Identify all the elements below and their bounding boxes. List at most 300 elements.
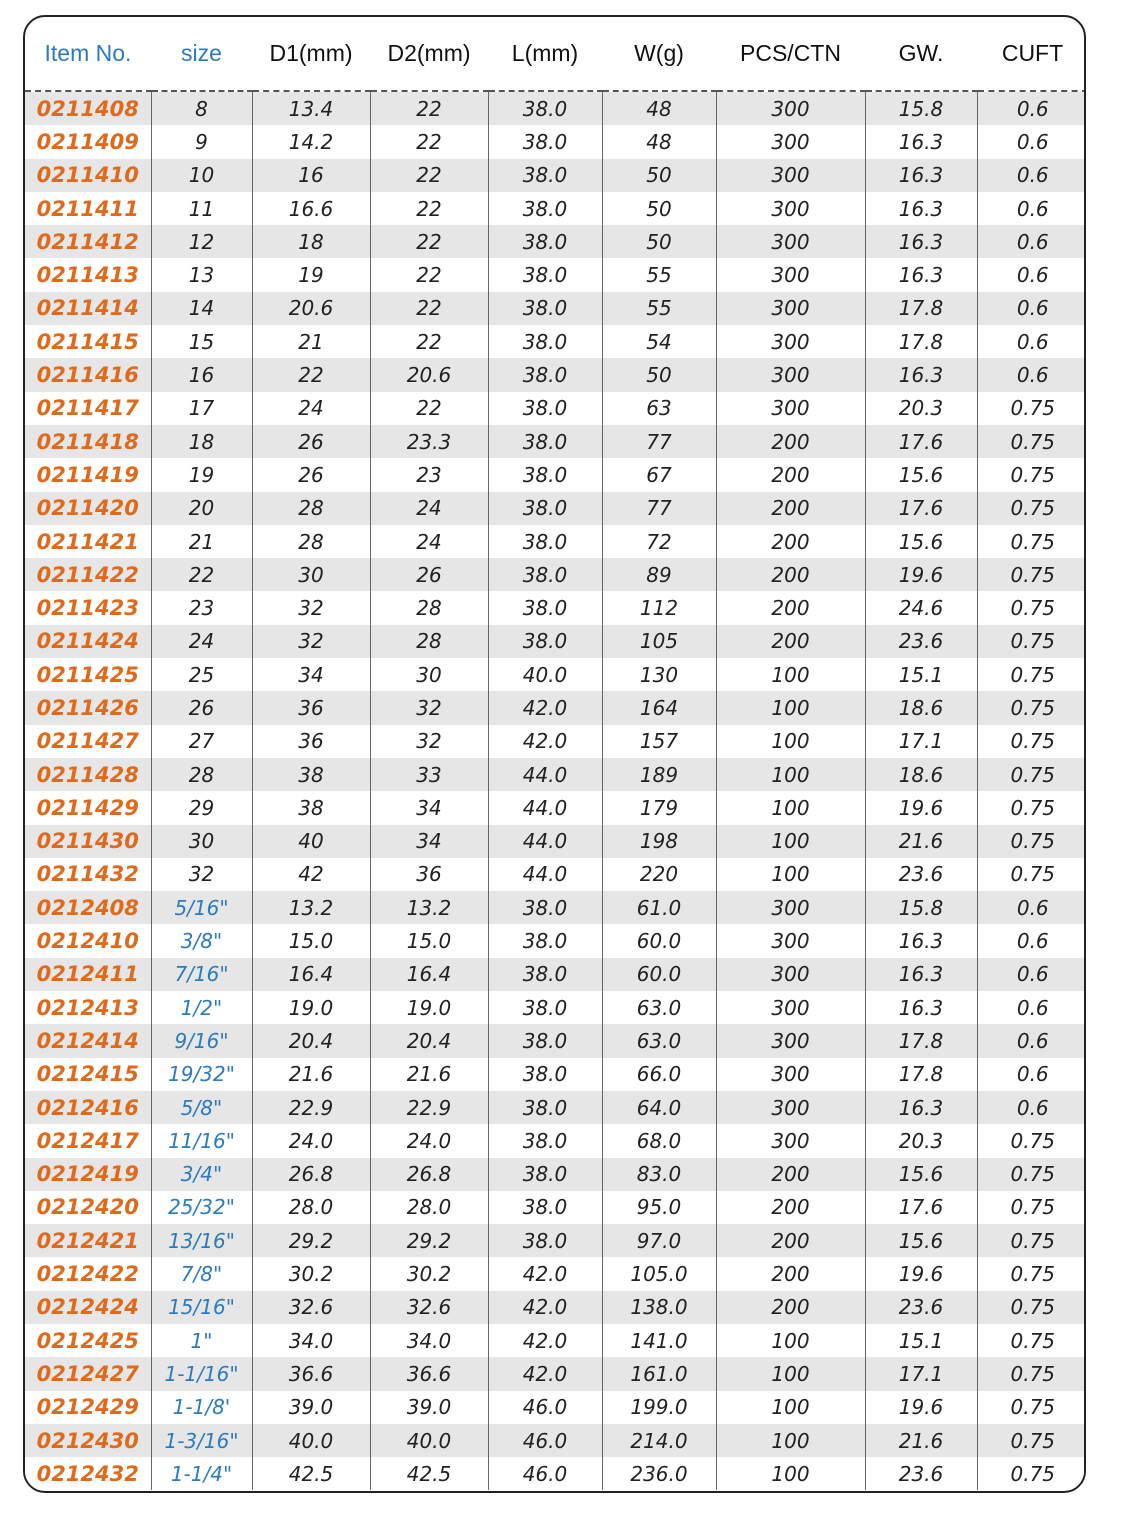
cell-cuft: 0.75	[977, 691, 1086, 724]
table-row	[25, 791, 1086, 824]
cell-weight: 105	[602, 625, 716, 658]
cell-weight: 97.0	[602, 1224, 716, 1257]
cell-d1: 22.9	[252, 1091, 370, 1124]
table-row	[25, 958, 1086, 991]
cell-item-no: 0211419	[25, 458, 151, 491]
cell-item-no: 0211418	[25, 425, 151, 458]
cell-weight: 198	[602, 825, 716, 858]
cell-gw: 19.6	[865, 791, 977, 824]
cell-d2: 34	[370, 825, 488, 858]
cell-pcs-ctn: 100	[716, 1424, 865, 1457]
cell-d1: 40	[252, 825, 370, 858]
cell-d2: 22	[370, 159, 488, 192]
cell-d2: 22	[370, 192, 488, 225]
cell-d2: 30	[370, 658, 488, 691]
cell-length: 46.0	[488, 1424, 602, 1457]
cell-length: 44.0	[488, 858, 602, 891]
cell-size: 1-1/16"	[151, 1357, 252, 1390]
cell-weight: 55	[602, 292, 716, 325]
cell-gw: 17.1	[865, 1357, 977, 1390]
cell-pcs-ctn: 300	[716, 192, 865, 225]
cell-length: 38.0	[488, 492, 602, 525]
cell-pcs-ctn: 300	[716, 258, 865, 291]
cell-item-no: 0211422	[25, 558, 151, 591]
cell-item-no: 0211427	[25, 725, 151, 758]
cell-d1: 16.6	[252, 192, 370, 225]
cell-gw: 16.3	[865, 358, 977, 391]
table-row	[25, 1357, 1086, 1390]
cell-cuft: 0.6	[977, 891, 1086, 924]
cell-size: 18	[151, 425, 252, 458]
cell-pcs-ctn: 100	[716, 825, 865, 858]
table-row	[25, 525, 1086, 558]
cell-length: 38.0	[488, 425, 602, 458]
table-row	[25, 825, 1086, 858]
cell-item-no: 0211428	[25, 758, 151, 791]
table-row	[25, 1224, 1086, 1257]
cell-weight: 105.0	[602, 1257, 716, 1290]
cell-weight: 64.0	[602, 1091, 716, 1124]
cell-cuft: 0.75	[977, 1324, 1086, 1357]
cell-d1: 32	[252, 625, 370, 658]
table-row	[25, 1257, 1086, 1290]
cell-d2: 22	[370, 125, 488, 158]
cell-gw: 21.6	[865, 825, 977, 858]
cell-weight: 63.0	[602, 1024, 716, 1057]
cell-d1: 18	[252, 225, 370, 258]
cell-d2: 42.5	[370, 1457, 488, 1490]
cell-gw: 18.6	[865, 691, 977, 724]
cell-cuft: 0.75	[977, 492, 1086, 525]
cell-weight: 189	[602, 758, 716, 791]
cell-length: 38.0	[488, 125, 602, 158]
cell-pcs-ctn: 100	[716, 1391, 865, 1424]
cell-size: 20	[151, 492, 252, 525]
table-row	[25, 392, 1086, 425]
cell-gw: 23.6	[865, 1457, 977, 1490]
cell-d1: 13.4	[252, 91, 370, 125]
header-gw: GW.	[865, 17, 977, 91]
cell-pcs-ctn: 300	[716, 325, 865, 358]
cell-d2: 13.2	[370, 891, 488, 924]
cell-pcs-ctn: 100	[716, 1324, 865, 1357]
cell-weight: 130	[602, 658, 716, 691]
cell-d2: 40.0	[370, 1424, 488, 1457]
cell-item-no: 0211413	[25, 258, 151, 291]
header-pcs-ctn: PCS/CTN	[716, 17, 865, 91]
cell-pcs-ctn: 300	[716, 392, 865, 425]
cell-weight: 157	[602, 725, 716, 758]
table-row	[25, 691, 1086, 724]
cell-length: 38.0	[488, 258, 602, 291]
cell-cuft: 0.75	[977, 658, 1086, 691]
cell-d2: 16.4	[370, 958, 488, 991]
cell-size: 15/16"	[151, 1291, 252, 1324]
cell-pcs-ctn: 200	[716, 1257, 865, 1290]
cell-weight: 60.0	[602, 924, 716, 957]
cell-gw: 16.3	[865, 192, 977, 225]
cell-pcs-ctn: 300	[716, 91, 865, 125]
cell-d1: 15.0	[252, 924, 370, 957]
cell-d1: 29.2	[252, 1224, 370, 1257]
cell-length: 38.0	[488, 1158, 602, 1191]
table-row	[25, 325, 1086, 358]
cell-length: 38.0	[488, 891, 602, 924]
cell-cuft: 0.75	[977, 825, 1086, 858]
cell-item-no: 0211421	[25, 525, 151, 558]
cell-item-no: 0212430	[25, 1424, 151, 1457]
cell-d1: 36	[252, 691, 370, 724]
cell-gw: 17.8	[865, 1024, 977, 1057]
cell-length: 38.0	[488, 591, 602, 624]
cell-d1: 30	[252, 558, 370, 591]
cell-size: 13	[151, 258, 252, 291]
table-row	[25, 1191, 1086, 1224]
cell-weight: 48	[602, 91, 716, 125]
cell-pcs-ctn: 200	[716, 1191, 865, 1224]
cell-gw: 15.6	[865, 458, 977, 491]
cell-item-no: 0211416	[25, 358, 151, 391]
cell-item-no: 0212417	[25, 1124, 151, 1157]
table-row	[25, 358, 1086, 391]
cell-length: 38.0	[488, 159, 602, 192]
table-row	[25, 425, 1086, 458]
cell-size: 11	[151, 192, 252, 225]
cell-size: 5/16"	[151, 891, 252, 924]
cell-gw: 16.3	[865, 258, 977, 291]
cell-item-no: 0212408	[25, 891, 151, 924]
cell-length: 42.0	[488, 1324, 602, 1357]
cell-weight: 54	[602, 325, 716, 358]
cell-size: 11/16"	[151, 1124, 252, 1157]
header-d2: D2(mm)	[370, 17, 488, 91]
cell-d1: 26.8	[252, 1158, 370, 1191]
cell-cuft: 0.6	[977, 125, 1086, 158]
cell-item-no: 0212424	[25, 1291, 151, 1324]
cell-length: 38.0	[488, 991, 602, 1024]
cell-gw: 17.8	[865, 1058, 977, 1091]
cell-weight: 164	[602, 691, 716, 724]
cell-item-no: 0211412	[25, 225, 151, 258]
cell-d2: 26	[370, 558, 488, 591]
cell-gw: 15.6	[865, 1224, 977, 1257]
cell-cuft: 0.6	[977, 958, 1086, 991]
table-row	[25, 924, 1086, 957]
cell-weight: 83.0	[602, 1158, 716, 1191]
cell-cuft: 0.75	[977, 1424, 1086, 1457]
table-row	[25, 1457, 1086, 1490]
cell-size: 19	[151, 458, 252, 491]
cell-d1: 32.6	[252, 1291, 370, 1324]
cell-weight: 63.0	[602, 991, 716, 1024]
cell-d2: 32	[370, 691, 488, 724]
cell-length: 38.0	[488, 458, 602, 491]
cell-cuft: 0.75	[977, 791, 1086, 824]
cell-weight: 77	[602, 492, 716, 525]
cell-d1: 19.0	[252, 991, 370, 1024]
cell-gw: 19.6	[865, 1391, 977, 1424]
header-cuft: CUFT	[977, 17, 1086, 91]
cell-length: 44.0	[488, 791, 602, 824]
cell-size: 10	[151, 159, 252, 192]
cell-item-no: 0211425	[25, 658, 151, 691]
cell-length: 44.0	[488, 758, 602, 791]
cell-d2: 20.6	[370, 358, 488, 391]
cell-pcs-ctn: 200	[716, 1158, 865, 1191]
cell-cuft: 0.75	[977, 1158, 1086, 1191]
table-row	[25, 458, 1086, 491]
cell-weight: 161.0	[602, 1357, 716, 1390]
cell-weight: 77	[602, 425, 716, 458]
cell-d2: 36.6	[370, 1357, 488, 1390]
cell-d1: 38	[252, 791, 370, 824]
cell-gw: 15.1	[865, 1324, 977, 1357]
cell-item-no: 0211408	[25, 91, 151, 125]
cell-length: 46.0	[488, 1391, 602, 1424]
cell-d1: 34.0	[252, 1324, 370, 1357]
cell-size: 13/16"	[151, 1224, 252, 1257]
cell-d2: 28.0	[370, 1191, 488, 1224]
cell-d1: 32	[252, 591, 370, 624]
cell-length: 38.0	[488, 225, 602, 258]
cell-gw: 16.3	[865, 1091, 977, 1124]
cell-d2: 28	[370, 591, 488, 624]
cell-pcs-ctn: 300	[716, 358, 865, 391]
cell-gw: 15.6	[865, 1158, 977, 1191]
cell-pcs-ctn: 300	[716, 891, 865, 924]
cell-cuft: 0.6	[977, 1091, 1086, 1124]
cell-d1: 14.2	[252, 125, 370, 158]
cell-d1: 26	[252, 425, 370, 458]
cell-weight: 236.0	[602, 1457, 716, 1490]
cell-pcs-ctn: 200	[716, 558, 865, 591]
cell-pcs-ctn: 200	[716, 1224, 865, 1257]
cell-d1: 13.2	[252, 891, 370, 924]
cell-d2: 21.6	[370, 1058, 488, 1091]
table-row	[25, 1124, 1086, 1157]
cell-d2: 39.0	[370, 1391, 488, 1424]
cell-pcs-ctn: 100	[716, 791, 865, 824]
cell-weight: 60.0	[602, 958, 716, 991]
cell-size: 7/16"	[151, 958, 252, 991]
cell-item-no: 0212415	[25, 1058, 151, 1091]
cell-size: 15	[151, 325, 252, 358]
header-length: L(mm)	[488, 17, 602, 91]
table-row	[25, 225, 1086, 258]
cell-length: 38.0	[488, 625, 602, 658]
cell-weight: 141.0	[602, 1324, 716, 1357]
cell-item-no: 0211409	[25, 125, 151, 158]
table-row	[25, 91, 1086, 125]
cell-cuft: 0.75	[977, 1124, 1086, 1157]
cell-d1: 22	[252, 358, 370, 391]
cell-length: 38.0	[488, 392, 602, 425]
cell-item-no: 0211432	[25, 858, 151, 891]
table-row	[25, 1058, 1086, 1091]
cell-cuft: 0.75	[977, 1191, 1086, 1224]
cell-cuft: 0.6	[977, 192, 1086, 225]
table-row	[25, 658, 1086, 691]
cell-size: 23	[151, 591, 252, 624]
cell-length: 40.0	[488, 658, 602, 691]
cell-item-no: 0211414	[25, 292, 151, 325]
table-row	[25, 858, 1086, 891]
cell-d1: 21.6	[252, 1058, 370, 1091]
cell-pcs-ctn: 200	[716, 1291, 865, 1324]
cell-cuft: 0.6	[977, 225, 1086, 258]
cell-d2: 34.0	[370, 1324, 488, 1357]
cell-d2: 30.2	[370, 1257, 488, 1290]
cell-gw: 15.6	[865, 525, 977, 558]
cell-size: 22	[151, 558, 252, 591]
cell-size: 1/2"	[151, 991, 252, 1024]
cell-pcs-ctn: 300	[716, 958, 865, 991]
cell-gw: 23.6	[865, 858, 977, 891]
table-row	[25, 258, 1086, 291]
cell-length: 38.0	[488, 91, 602, 125]
cell-weight: 63	[602, 392, 716, 425]
cell-weight: 66.0	[602, 1058, 716, 1091]
cell-gw: 17.8	[865, 325, 977, 358]
header-d1: D1(mm)	[252, 17, 370, 91]
cell-item-no: 0212420	[25, 1191, 151, 1224]
cell-length: 38.0	[488, 924, 602, 957]
cell-pcs-ctn: 200	[716, 458, 865, 491]
cell-size: 9	[151, 125, 252, 158]
cell-d1: 36	[252, 725, 370, 758]
cell-length: 38.0	[488, 1024, 602, 1057]
cell-weight: 95.0	[602, 1191, 716, 1224]
cell-weight: 68.0	[602, 1124, 716, 1157]
cell-item-no: 0211429	[25, 791, 151, 824]
cell-cuft: 0.75	[977, 591, 1086, 624]
cell-size: 25	[151, 658, 252, 691]
cell-length: 38.0	[488, 958, 602, 991]
cell-size: 29	[151, 791, 252, 824]
cell-weight: 214.0	[602, 1424, 716, 1457]
cell-item-no: 0212411	[25, 958, 151, 991]
cell-d1: 20.6	[252, 292, 370, 325]
cell-d1: 24.0	[252, 1124, 370, 1157]
table-row	[25, 891, 1086, 924]
cell-pcs-ctn: 200	[716, 591, 865, 624]
cell-cuft: 0.75	[977, 525, 1086, 558]
cell-pcs-ctn: 300	[716, 1091, 865, 1124]
cell-cuft: 0.75	[977, 425, 1086, 458]
cell-gw: 19.6	[865, 1257, 977, 1290]
cell-pcs-ctn: 300	[716, 159, 865, 192]
cell-cuft: 0.75	[977, 1291, 1086, 1324]
cell-length: 42.0	[488, 1291, 602, 1324]
cell-gw: 20.3	[865, 392, 977, 425]
cell-cuft: 0.75	[977, 1457, 1086, 1490]
cell-size: 1-3/16"	[151, 1424, 252, 1457]
cell-size: 16	[151, 358, 252, 391]
cell-gw: 16.3	[865, 225, 977, 258]
cell-d2: 34	[370, 791, 488, 824]
cell-length: 42.0	[488, 1357, 602, 1390]
cell-cuft: 0.6	[977, 991, 1086, 1024]
cell-cuft: 0.75	[977, 458, 1086, 491]
cell-gw: 17.1	[865, 725, 977, 758]
cell-pcs-ctn: 100	[716, 1457, 865, 1490]
cell-gw: 19.6	[865, 558, 977, 591]
table-row	[25, 159, 1086, 192]
cell-pcs-ctn: 300	[716, 1058, 865, 1091]
cell-d2: 22.9	[370, 1091, 488, 1124]
cell-gw: 16.3	[865, 159, 977, 192]
cell-d1: 30.2	[252, 1257, 370, 1290]
cell-size: 3/8"	[151, 924, 252, 957]
cell-size: 32	[151, 858, 252, 891]
cell-gw: 18.6	[865, 758, 977, 791]
cell-pcs-ctn: 300	[716, 1024, 865, 1057]
table-row	[25, 292, 1086, 325]
cell-d2: 22	[370, 392, 488, 425]
cell-d1: 28	[252, 525, 370, 558]
cell-item-no: 0211411	[25, 192, 151, 225]
table-row	[25, 991, 1086, 1024]
cell-d1: 34	[252, 658, 370, 691]
spec-table-body	[25, 91, 1086, 1490]
cell-d2: 24.0	[370, 1124, 488, 1157]
cell-gw: 24.6	[865, 591, 977, 624]
cell-cuft: 0.75	[977, 858, 1086, 891]
cell-gw: 17.6	[865, 425, 977, 458]
cell-pcs-ctn: 100	[716, 758, 865, 791]
cell-cuft: 0.75	[977, 758, 1086, 791]
cell-item-no: 0212425	[25, 1324, 151, 1357]
cell-gw: 15.1	[865, 658, 977, 691]
cell-d1: 19	[252, 258, 370, 291]
cell-d1: 16	[252, 159, 370, 192]
cell-length: 38.0	[488, 192, 602, 225]
cell-pcs-ctn: 300	[716, 924, 865, 957]
cell-pcs-ctn: 200	[716, 425, 865, 458]
cell-length: 42.0	[488, 725, 602, 758]
cell-d2: 23	[370, 458, 488, 491]
cell-length: 38.0	[488, 1058, 602, 1091]
cell-d1: 26	[252, 458, 370, 491]
cell-d2: 29.2	[370, 1224, 488, 1257]
cell-pcs-ctn: 100	[716, 691, 865, 724]
cell-cuft: 0.75	[977, 1357, 1086, 1390]
cell-d1: 36.6	[252, 1357, 370, 1390]
cell-length: 46.0	[488, 1457, 602, 1490]
cell-item-no: 0212421	[25, 1224, 151, 1257]
cell-item-no: 0211423	[25, 591, 151, 624]
header-weight: W(g)	[602, 17, 716, 91]
cell-d2: 26.8	[370, 1158, 488, 1191]
cell-d2: 22	[370, 325, 488, 358]
cell-size: 26	[151, 691, 252, 724]
cell-pcs-ctn: 100	[716, 725, 865, 758]
cell-pcs-ctn: 100	[716, 858, 865, 891]
cell-item-no: 0211426	[25, 691, 151, 724]
cell-size: 1-1/8'	[151, 1391, 252, 1424]
cell-d1: 20.4	[252, 1024, 370, 1057]
cell-d1: 28	[252, 492, 370, 525]
cell-item-no: 0212414	[25, 1024, 151, 1057]
cell-weight: 48	[602, 125, 716, 158]
cell-item-no: 0211410	[25, 159, 151, 192]
table-row	[25, 725, 1086, 758]
cell-weight: 179	[602, 791, 716, 824]
cell-pcs-ctn: 300	[716, 125, 865, 158]
cell-cuft: 0.6	[977, 91, 1086, 125]
cell-d2: 22	[370, 292, 488, 325]
cell-weight: 199.0	[602, 1391, 716, 1424]
